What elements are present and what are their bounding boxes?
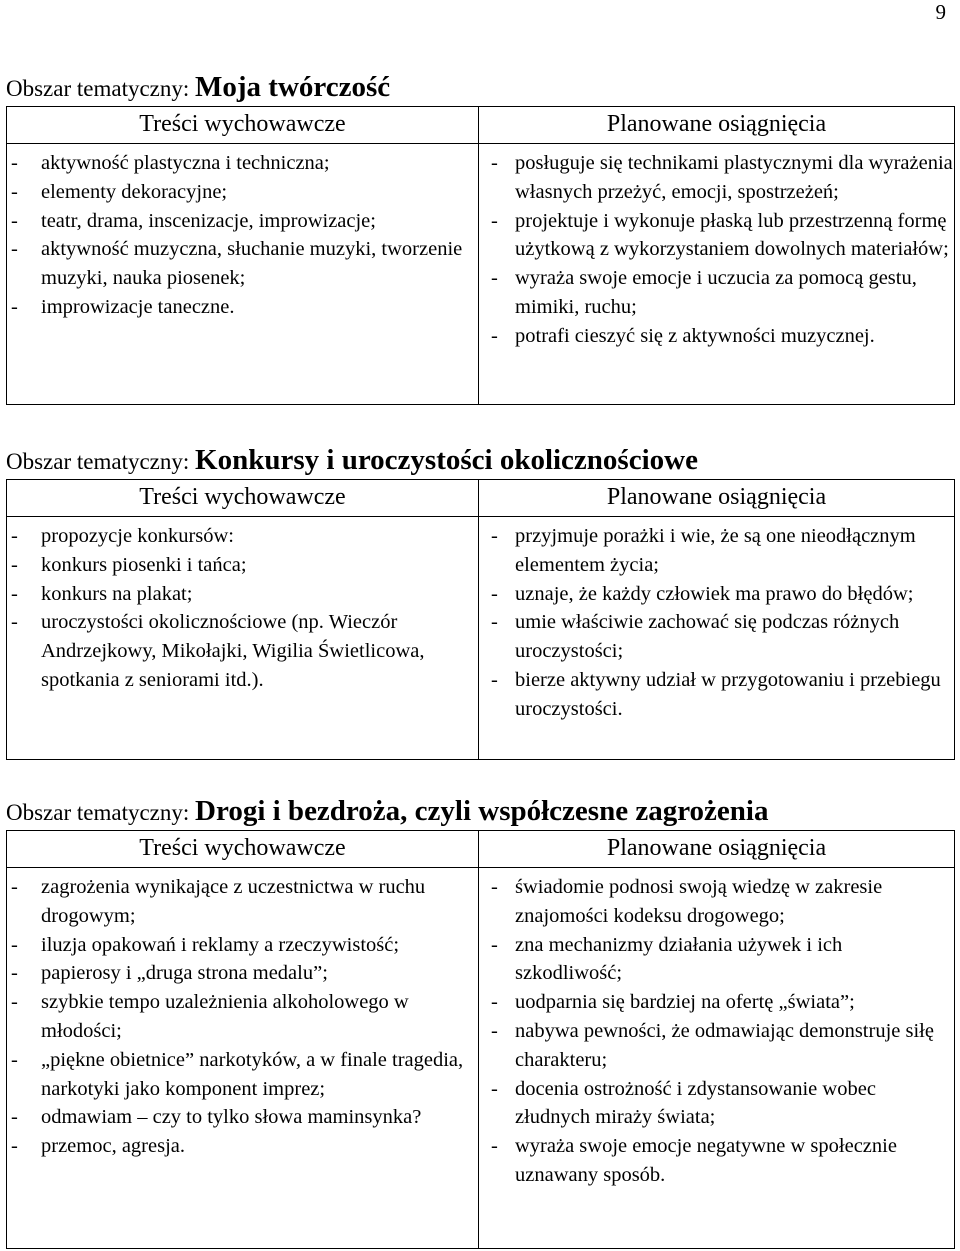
area-name: Drogi i bezdroża, czyli współczesne zagrożenia — [195, 795, 769, 827]
list-item: - uodparnia się bardziej na ofertę „świata”; — [479, 988, 954, 1017]
left-cell — [7, 868, 479, 1249]
content-table — [6, 106, 955, 405]
list-item: - uznaje, że każdy człowiek ma prawo do błędów; — [479, 580, 954, 609]
right-cell — [479, 144, 955, 405]
list-item: - papierosy i „druga strona medalu”; — [7, 959, 478, 988]
right-list — [479, 522, 954, 724]
list-item: - zna mechanizmy działania używek i ich szkodliwość; — [479, 931, 954, 989]
section-title — [6, 72, 954, 104]
list-item: - projektuje i wykonuje płaską lub przestrzenną formę użytkową z wykorzystaniem dowolnych materiałów; — [479, 207, 954, 265]
list-item: - bierze aktywny udział w przygotowaniu i przebiegu uroczystości. — [479, 666, 954, 724]
list-item: - improwizacje taneczne. — [7, 293, 478, 322]
list-item: - wyraża swoje emocje i uczucia za pomocą gestu, mimiki, ruchu; — [479, 264, 954, 322]
list-item: - propozycje konkursów: — [7, 522, 478, 551]
area-label: Obszar tematyczny: — [6, 800, 190, 825]
right-list — [479, 149, 954, 351]
right-cell — [479, 868, 955, 1249]
header-left: Treści wychowawcze — [7, 831, 479, 868]
list-item: - świadomie podnosi swoją wiedzę w zakresie znajomości kodeksu drogowego; — [479, 873, 954, 931]
list-item: - przyjmuje porażki i wie, że są one nieodłącznym elementem życia; — [479, 522, 954, 580]
list-item: - szybkie tempo uzależnienia alkoholowego w młodości; — [7, 988, 478, 1046]
list-item: - posługuje się technikami plastycznymi dla wyrażenia własnych przeżyć, emocji, spostrzeżeń; — [479, 149, 954, 207]
area-label: Obszar tematyczny: — [6, 449, 190, 474]
list-item: - odmawiam – czy to tylko słowa maminsynka? — [7, 1103, 478, 1132]
header-right: Planowane osiągnięcia — [479, 107, 955, 144]
section-title — [6, 445, 954, 477]
left-list — [7, 522, 478, 695]
list-item: - „piękne obietnice” narkotyków, a w finale tragedia, narkotyki jako komponent imprez; — [7, 1046, 478, 1104]
list-item: - nabywa pewności, że odmawiając demonstruje siłę charakteru; — [479, 1017, 954, 1075]
area-label: Obszar tematyczny: — [6, 76, 190, 101]
list-item: - aktywność muzyczna, słuchanie muzyki, tworzenie muzyki, nauka piosenek; — [7, 235, 478, 293]
list-item: - iluzja opakowań i reklamy a rzeczywistość; — [7, 931, 478, 960]
left-cell — [7, 517, 479, 760]
list-item: - teatr, drama, inscenizacje, improwizacje; — [7, 207, 478, 236]
section-title — [6, 796, 954, 828]
list-item: - potrafi cieszyć się z aktywności muzycznej. — [479, 322, 954, 351]
section-konkursy — [6, 445, 954, 760]
left-list — [7, 149, 478, 322]
left-list — [7, 873, 478, 1161]
list-item: - zagrożenia wynikające z uczestnictwa w ruchu drogowym; — [7, 873, 478, 931]
header-right: Planowane osiągnięcia — [479, 480, 955, 517]
list-item: - umie właściwie zachować się podczas różnych uroczystości; — [479, 608, 954, 666]
section-drogi-i-bezdroza — [6, 796, 954, 1249]
page-number: 9 — [935, 0, 946, 24]
list-item: - konkurs na plakat; — [7, 580, 478, 609]
header-right: Planowane osiągnięcia — [479, 831, 955, 868]
list-item: - konkurs piosenki i tańca; — [7, 551, 478, 580]
list-item: - przemoc, agresja. — [7, 1132, 478, 1161]
list-item: - wyraża swoje emocje negatywne w społecznie uznawany sposób. — [479, 1132, 954, 1190]
list-item: - aktywność plastyczna i techniczna; — [7, 149, 478, 178]
section-moja-tworczosc — [6, 72, 954, 405]
right-list — [479, 873, 954, 1190]
content-table — [6, 479, 955, 760]
area-name: Moja twórczość — [195, 71, 391, 103]
header-left: Treści wychowawcze — [7, 480, 479, 517]
list-item: - docenia ostrożność i zdystansowanie wobec złudnych miraży świata; — [479, 1075, 954, 1133]
right-cell — [479, 517, 955, 760]
area-name: Konkursy i uroczystości okolicznościowe — [195, 444, 698, 476]
left-cell — [7, 144, 479, 405]
list-item: - elementy dekoracyjne; — [7, 178, 478, 207]
list-item: - uroczystości okolicznościowe (np. Wieczór Andrzejkowy, Mikołajki, Wigilia Świetlicowa, spotkania z seniorami itd.). — [7, 608, 478, 694]
content-table — [6, 830, 955, 1249]
header-left: Treści wychowawcze — [7, 107, 479, 144]
